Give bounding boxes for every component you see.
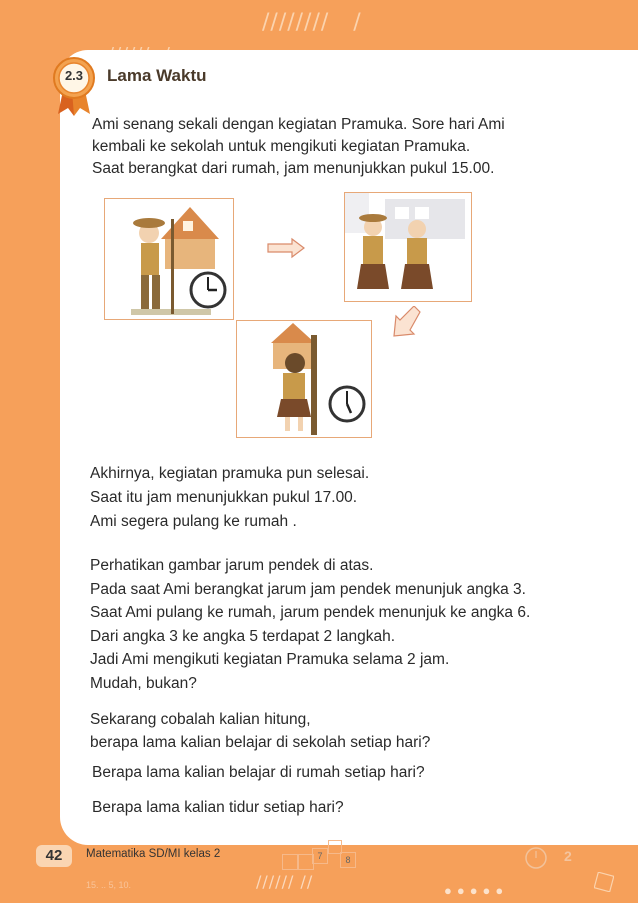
decorative-clock-icon xyxy=(524,846,548,870)
text-line: Perhatikan gambar jarum pendek di atas. xyxy=(90,557,374,574)
arrow-right-icon xyxy=(266,237,306,259)
decorative-corner-icon xyxy=(594,872,614,892)
explanation-paragraph xyxy=(90,554,530,695)
text-line: Sekarang cobalah kalian hitung, xyxy=(90,711,311,728)
illustration-frame-departure xyxy=(104,198,234,320)
section-number: 2.3 xyxy=(64,68,84,83)
text-line: Ami senang sekali dengan kegiatan Pramuka. Sore hari Ami xyxy=(92,116,505,133)
text-line: Pada saat Ami berangkat jarum jam pendek menunjuk angka 3. xyxy=(90,580,526,598)
illustration-frame-return xyxy=(236,320,372,438)
text-line: Dari angka 3 ke angka 5 terdapat 2 langkah. xyxy=(90,627,396,645)
clock-icon xyxy=(189,271,227,309)
intro-paragraph xyxy=(92,114,505,180)
page-number: 42 xyxy=(36,845,72,867)
arrow-down-left-icon xyxy=(390,306,424,340)
text-line: Jadi Ami mengikuti kegiatan Pramuka selama 2 jam. xyxy=(90,651,450,668)
question-study-home: Berapa lama kalian belajar di rumah setiap hari? xyxy=(92,764,425,781)
text-line: berapa lama kalian belajar di sekolah setiap hari? xyxy=(90,734,431,751)
decorative-stripes: ////// // xyxy=(256,872,314,891)
ribbon-badge-icon xyxy=(52,56,96,116)
scouts-activity-illustration xyxy=(345,193,471,301)
book-title: Matematika SD/MI kelas 2 xyxy=(86,848,221,860)
decorative-stripes: //////// / xyxy=(262,10,362,35)
text-line: Ami segera pulang ke rumah . xyxy=(90,513,297,530)
digit-block: 8 xyxy=(340,852,356,868)
decorative-number-two: 2 xyxy=(564,848,572,864)
text-line: kembali ke sekolah untuk mengikuti kegiatan Pramuka. xyxy=(92,138,471,155)
illustration-frame-activity xyxy=(344,192,472,302)
exercise-prompt xyxy=(90,708,430,754)
digit-block: 7 xyxy=(312,848,328,864)
text-line: Saat berangkat dari rumah, jam menunjukkan pukul 15.00. xyxy=(92,160,495,177)
question-sleep: Berapa lama kalian tidur setiap hari? xyxy=(92,799,344,816)
text-line: Saat itu jam menunjukkan pukul 17.00. xyxy=(90,489,358,506)
decorative-dots: ●●●●● xyxy=(444,883,509,898)
text-line: Akhirnya, kegiatan pramuka pun selesai. xyxy=(90,465,370,482)
text-line: Mudah, bukan? xyxy=(90,674,197,692)
section-title: Lama Waktu xyxy=(107,66,207,85)
clock-icon xyxy=(328,385,366,423)
decorative-numbers: 15. .. 5, 10. xyxy=(86,880,132,890)
conclusion-paragraph xyxy=(90,462,369,534)
text-line: Saat Ami pulang ke rumah, jarum pendek menunjuk ke angka 6. xyxy=(90,604,531,621)
